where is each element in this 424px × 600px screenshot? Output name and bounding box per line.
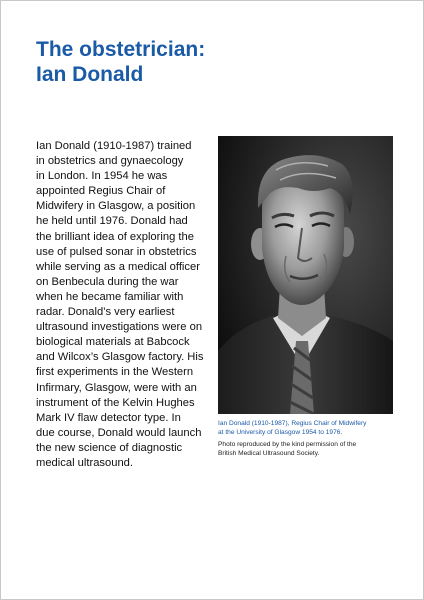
body-line: instrument of the Kelvin Hughes [36,396,195,409]
caption-line: at the University of Glasgow 1954 to 1976. [218,428,343,436]
page-title-line: The obstetrician: [36,38,206,61]
body-line: ultrasound investigations were on [36,321,203,334]
photo-caption [218,420,398,437]
body-line: biological materials at Babcock [36,336,190,349]
body-line: in London. In 1954 he was [36,170,168,183]
portrait-photo [218,136,393,414]
body-line: while serving as a medical officer [36,260,200,273]
body-line: appointed Regius Chair of [36,185,166,198]
credit-line: Photo reproduced by the kind permission of the [218,441,357,448]
caption-line: Ian Donald (1910-1987), Regius Chair of Midwifery [218,420,367,427]
body-line: medical ultrasound. [36,456,134,469]
page-title [36,37,205,87]
body-line: on Benbecula during the war [36,275,179,288]
body-line: use of pulsed sonar in obstetrics [36,245,197,258]
body-line: he held until 1976. Donald had [36,215,188,228]
body-paragraph [36,139,216,471]
body-line: and Wilcox’s Glasgow factory. His [36,351,204,364]
body-line: the new science of diagnostic [36,441,183,454]
body-line: radar. Donald’s very earliest [36,306,175,319]
body-line: the brilliant idea of exploring the [36,230,194,243]
photo-credit [218,441,398,458]
credit-line: British Medical Ultrasound Society. [218,449,320,457]
body-line: Midwifery in Glasgow, a position [36,200,196,213]
body-line: in obstetrics and gynaecology [36,155,184,168]
body-line: due course, Donald would launch [36,426,202,439]
body-line: when he became familiar with [36,290,184,303]
body-line: Infirmary, Glasgow, were with an [36,381,197,394]
body-line: Mark IV flaw detector type. In [36,411,181,424]
body-line: first experiments in the Western [36,366,194,379]
page-title-line: Ian Donald [36,63,144,86]
body-line: Ian Donald (1910-1987) trained [36,140,192,152]
